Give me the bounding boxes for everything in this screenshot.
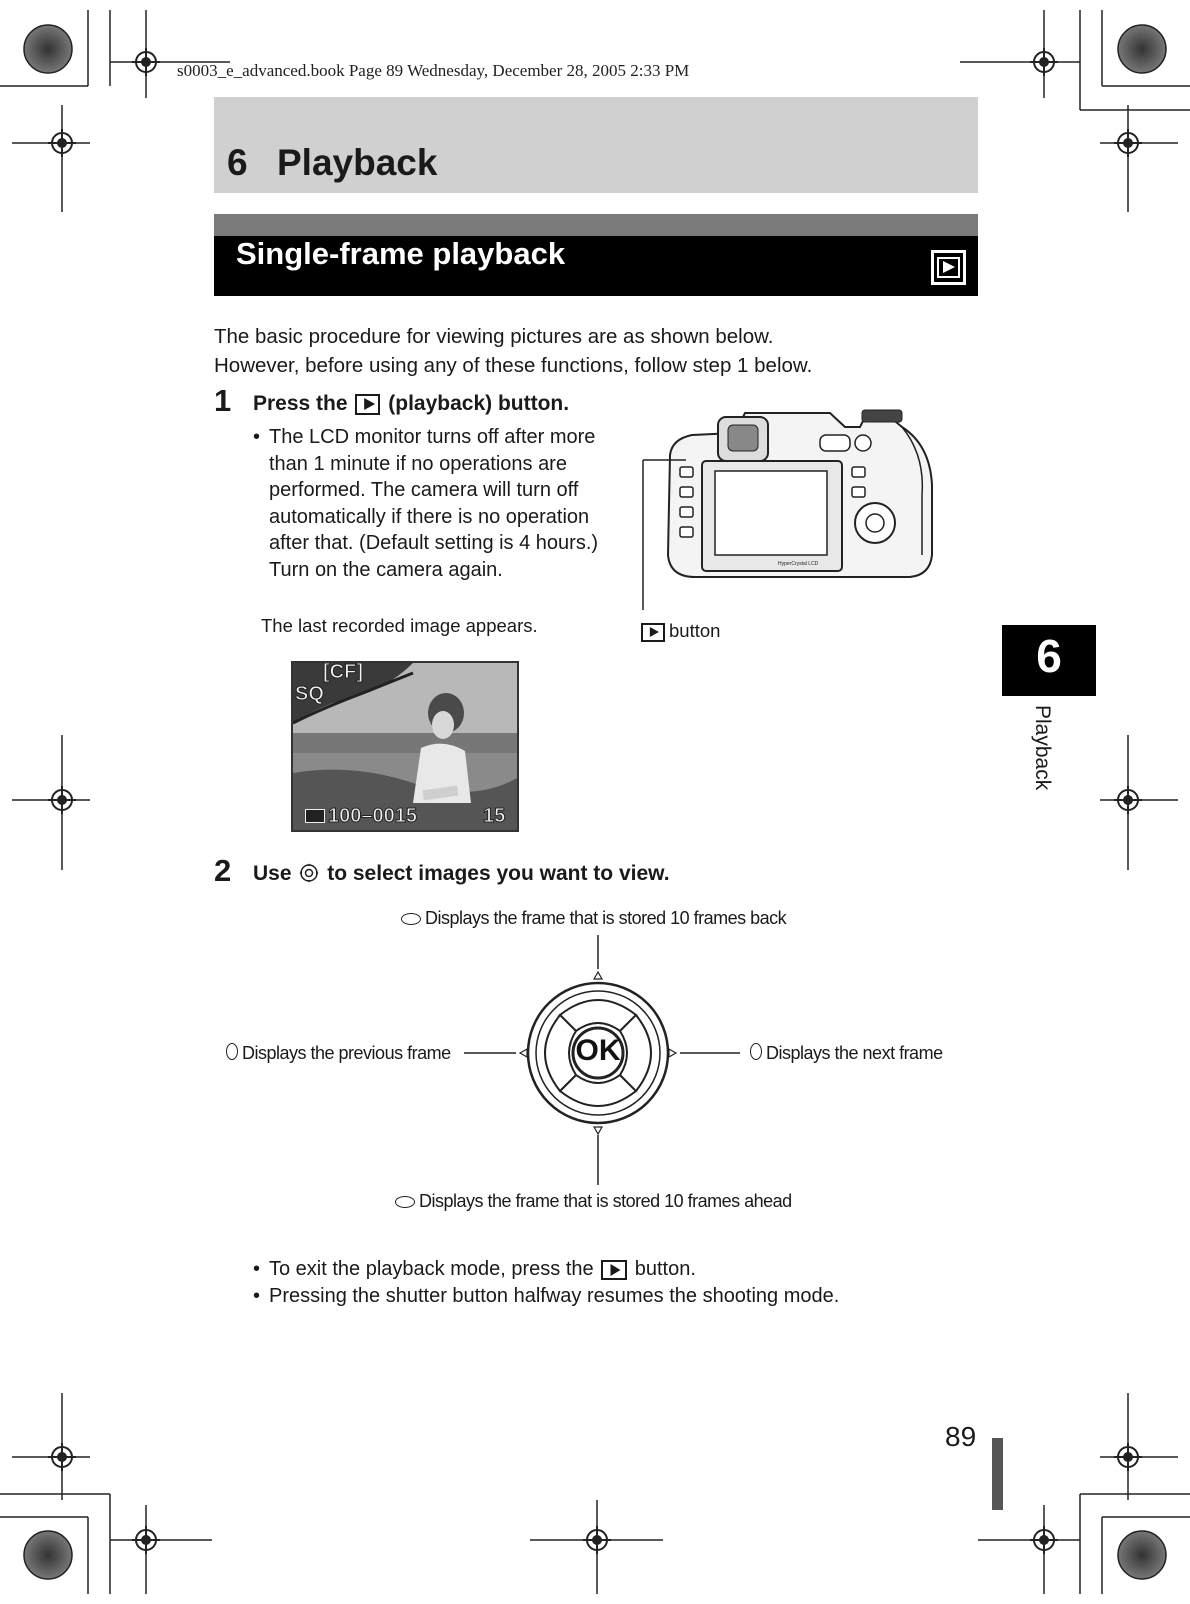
intro-text [214,322,812,380]
chapter-name: Playback [277,142,438,183]
down-label-text: Displays the frame that is stored 10 frames ahead [419,1191,792,1211]
right-label-text: Displays the next frame [766,1043,943,1063]
lcd-playback-image [291,661,519,832]
lcd-quality-label: SQ [295,683,324,705]
down-arrow-icon [395,1196,415,1208]
star-target-icon [24,1531,72,1579]
playback-icon [601,1260,627,1280]
step-1-title [253,392,569,416]
star-target-icon [1118,25,1166,73]
step-1-bullet: • The LCD monitor turns off after more than 1 minute if no operations are performed. The camera will turn off automatically if there is no operation after that. (Default setting is 4 hours.) Turn on the camera again. [269,424,598,583]
up-direction-label [401,908,786,929]
side-tab-number: 6 [1036,630,1062,682]
bullet-line: than 1 minute if no operations are [269,452,567,475]
up-arrow-icon [401,913,421,925]
camera-back-illustration [640,405,940,615]
button-label: button [669,620,721,641]
step-1-number: 1 [214,383,232,418]
step-1-title-prefix: Press the [253,392,348,415]
bullet-line: after that. (Default setting is 4 hours.) [269,532,599,554]
step-2-title-prefix: Use [253,862,292,885]
star-target-icon [1118,1531,1166,1579]
playback-icon [927,246,970,289]
step-2-number: 2 [214,853,232,888]
exit-note-suffix: button. [634,1258,696,1280]
step-2-title [253,862,670,886]
exit-note: • To exit the playback mode, press the button. [253,1258,696,1280]
down-direction-label [395,1191,792,1212]
lcd-card-icon [305,809,325,823]
shutter-note-text: Pressing the shutter button halfway resumes the shooting mode. [269,1285,840,1307]
chapter-number: 6 [227,142,248,183]
bullet-line: Turn on the camera again. [269,558,503,581]
shutter-note: • Pressing the shutter button halfway resumes the shooting mode. [253,1285,840,1307]
side-tab-label: Playback [1031,705,1054,791]
up-label-text: Displays the frame that is stored 10 frames back [425,908,787,928]
playback-icon [355,394,380,415]
star-target-icon [24,25,72,73]
last-image-caption: The last recorded image appears. [261,615,538,636]
intro-line: However, before using any of these functions, follow step 1 below. [214,354,813,377]
step-2-title-suffix: to select images you want to view. [327,862,670,885]
intro-line: The basic procedure for viewing pictures are as shown below. [214,325,774,348]
exit-note-prefix: To exit the playback mode, press the [269,1258,594,1280]
lcd-file-number: 100–0015 [328,805,417,827]
svg-text:HyperCrystal LCD: HyperCrystal LCD [778,561,819,567]
bullet-line: performed. The camera will turn off [269,479,579,501]
left-label-text: Displays the previous frame [242,1043,451,1063]
book-header: s0003_e_advanced.book Page 89 Wednesday, December 28, 2005 2:33 PM [177,61,690,80]
left-direction-label [226,1043,451,1064]
section-bar-grey [214,214,978,236]
right-direction-label [750,1043,943,1064]
step-1-title-suffix: (playback) button. [388,392,570,415]
page-number: 89 [945,1421,977,1452]
bullet-line: automatically if there is no operation [269,505,590,528]
page-number-bar [992,1438,1003,1510]
section-title: Single-frame playback [236,236,566,271]
playback-icon [641,623,665,642]
lcd-card-label: [CF] [323,661,363,683]
button-callout [641,620,720,642]
left-arrow-icon [226,1043,238,1060]
right-arrow-icon [750,1043,762,1060]
lcd-frame-count: 15 [483,805,506,827]
ok-button: OK [575,1034,621,1067]
chapter-title [227,142,437,184]
bullet-line: The LCD monitor turns off after more [269,426,596,448]
arrow-pad-icon [299,863,319,883]
